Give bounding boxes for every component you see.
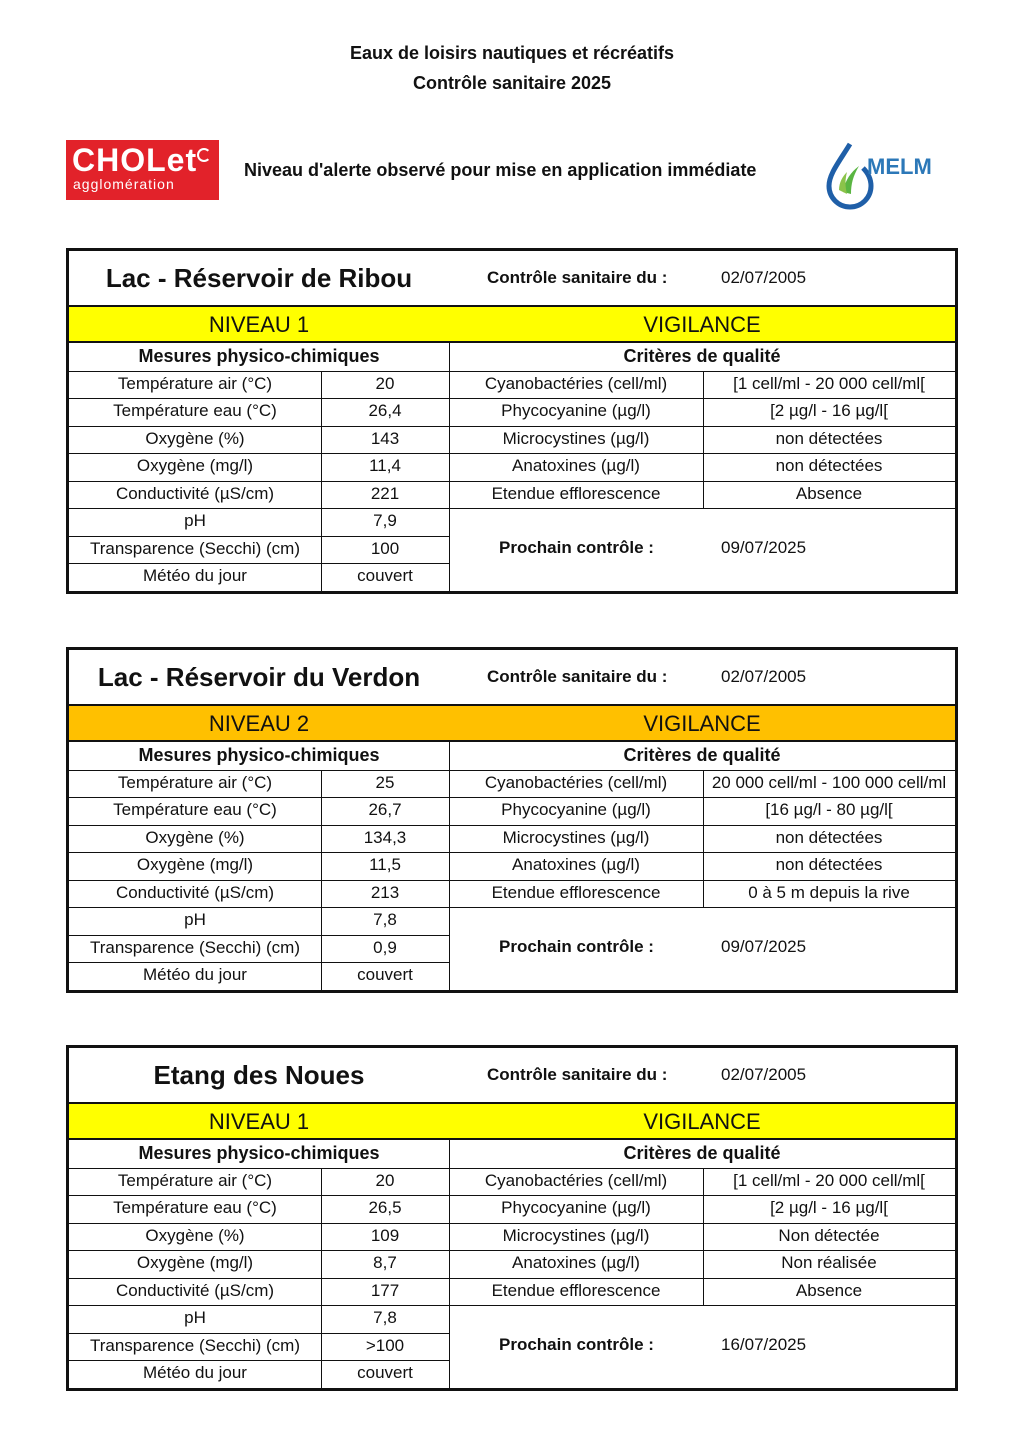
grid-line [449,481,955,482]
criterion-value: [2 µg/l - 16 µg/l[ [770,401,888,420]
grid-line [69,536,449,537]
criterion-value: Non réalisée [781,1253,877,1272]
measure-label: Oxygène (mg/l) [136,456,254,475]
alert-level-bar [69,307,955,343]
quality-criteria-header: Critères de qualité [623,346,781,366]
measure-label: Transparence (Secchi) (cm) [89,1335,301,1355]
measure-value: 20 [375,1170,395,1190]
lake-title-row [69,1048,955,1104]
measure-value: couvert [357,965,413,984]
measure-value: 26,5 [368,1198,402,1217]
grid-line [449,797,955,798]
alert-level: NIVEAU 2 [208,711,310,736]
measure-label: Température air (°C) [117,373,273,393]
criterion-label: Etendue efflorescence [491,483,661,503]
grid-line [69,481,449,482]
measure-value: >100 [365,1335,405,1355]
grid-line [69,1360,449,1361]
measure-value: 100 [370,538,400,558]
grid-line [703,371,704,509]
measure-value: 8,7 [373,1253,397,1272]
next-control-label: Prochain contrôle : [499,1335,654,1354]
melm-logo-text: MELM [867,154,932,179]
measure-label: Oxygène (mg/l) [136,1253,254,1272]
measure-value: 20 [375,373,395,393]
measure-label: Oxygène (%) [145,428,245,448]
alert-level-bar [69,706,955,742]
next-control-date: 09/07/2025 [721,538,807,557]
grid-line [449,426,955,427]
grid-line [449,508,955,509]
measure-value: 7,8 [373,910,397,929]
measure-value: 26,4 [368,401,402,420]
grid-line [69,426,449,427]
measure-value: 11,4 [369,456,401,475]
lake-name: Lac - Réservoir du Verdon [97,662,421,692]
grid-line [69,852,449,853]
grid-line [449,1278,955,1279]
swirl-icon [197,148,211,162]
grid-line [321,1168,322,1388]
measure-label: Température eau (°C) [113,401,277,420]
criterion-value: non détectées [775,456,883,475]
criterion-value: Non détectée [778,1225,880,1245]
lake-block [66,647,958,993]
criterion-label: Phycocyanine (µg/l) [501,800,651,819]
measure-label: Oxygène (%) [145,1225,245,1245]
document-header [0,38,1024,98]
measure-label: Conductivité (µS/cm) [115,483,275,503]
control-date: 02/07/2005 [721,1065,807,1084]
control-date: 02/07/2005 [721,667,807,686]
criterion-label: Phycocyanine (µg/l) [501,401,651,420]
measure-label: Météo du jour [143,566,247,585]
measure-value: 7,9 [373,511,397,530]
header-title: Eaux de loisirs nautiques et récréatifs [349,43,675,63]
grid-line [69,935,449,936]
alert-level: NIVEAU 1 [208,1109,310,1134]
measure-value: 134,3 [363,827,407,847]
alert-level: NIVEAU 1 [208,312,310,337]
measure-value: 25 [375,772,395,792]
grid-line [69,1250,449,1251]
grid-line [69,1333,449,1334]
grid-line [449,1250,955,1251]
grid-line [449,742,450,990]
measure-label: Météo du jour [143,1363,247,1382]
alert-status: VIGILANCE [643,711,761,736]
grid-line [449,1223,955,1224]
criterion-label: Cyanobactéries (cell/ml) [484,1170,668,1190]
grid-line [703,1168,704,1306]
grid-line [69,453,449,454]
grid-line [69,907,449,908]
cholet-logo-subtext: agglomération [73,176,175,192]
criterion-label: Etendue efflorescence [491,1280,661,1300]
measure-label: Transparence (Secchi) (cm) [89,538,301,558]
quality-criteria-header: Critères de qualité [623,745,781,765]
criterion-value: Absence [795,1280,863,1300]
grid-line [449,1195,955,1196]
measure-value: 26,7 [368,800,402,819]
criterion-value: non détectées [775,428,883,448]
criterion-value: Absence [795,483,863,503]
measure-label: Température eau (°C) [113,1198,277,1217]
next-control-label: Prochain contrôle : [499,937,654,956]
criterion-label: Microcystines (µg/l) [502,428,650,448]
lake-title-row [69,251,955,307]
grid-line [321,770,322,990]
measure-label: pH [184,910,206,929]
control-date-label: Contrôle sanitaire du : [487,667,668,686]
control-date-label: Contrôle sanitaire du : [487,1065,668,1084]
grid-line [69,1168,449,1169]
alert-level-caption: Niveau d'alerte observé pour mise en application immédiate [244,160,757,180]
grid-line [449,1140,450,1388]
measure-label: Température eau (°C) [113,800,277,819]
criterion-value: non détectées [775,827,883,847]
control-date-label: Contrôle sanitaire du : [487,268,668,287]
grid-line [703,770,704,908]
measure-label: Oxygène (%) [145,827,245,847]
criterion-label: Anatoxines (µg/l) [512,456,640,475]
grid-line [69,1223,449,1224]
grid-line [449,1305,955,1306]
measure-value: 143 [370,428,400,448]
grid-line [69,508,449,509]
criterion-label: Anatoxines (µg/l) [512,1253,640,1272]
measure-value: 0,9 [373,937,397,957]
grid-line [69,398,449,399]
next-control-date: 09/07/2025 [721,937,807,956]
criterion-value: non détectées [775,855,883,874]
grid-line [69,797,449,798]
grid-line [69,1195,449,1196]
measure-label: Conductivité (µS/cm) [115,882,275,902]
grid-line [449,343,450,591]
grid-line [69,563,449,564]
lake-name: Etang des Noues [153,1060,365,1090]
cholet-logo-text: CHOLet [72,142,198,178]
grid-line [449,770,955,771]
measure-value: 177 [370,1280,400,1300]
measure-value: 11,5 [369,855,401,874]
grid-line [449,880,955,881]
grid-line [449,453,955,454]
criterion-label: Microcystines (µg/l) [502,1225,650,1245]
criterion-label: Anatoxines (µg/l) [512,855,640,874]
grid-line [449,907,955,908]
next-control-date: 16/07/2025 [721,1335,807,1354]
lake-block [66,248,958,594]
criterion-label: Cyanobactéries (cell/ml) [484,373,668,393]
measure-label: Météo du jour [143,965,247,984]
grid-line [69,371,449,372]
physico-chemical-header: Mesures physico-chimiques [138,346,380,366]
measure-label: pH [184,511,206,530]
alert-status: VIGILANCE [643,312,761,337]
grid-line [449,398,955,399]
criterion-value: [2 µg/l - 16 µg/l[ [770,1198,888,1217]
criterion-value: [1 cell/ml - 20 000 cell/ml[ [733,1170,925,1190]
melm-logo [825,140,935,210]
grid-line [449,852,955,853]
cholet-logo [66,140,219,200]
measure-value: 221 [370,483,400,503]
measure-value: 109 [370,1225,400,1245]
grid-line [69,770,449,771]
grid-line [69,825,449,826]
lake-title-row [69,650,955,706]
criterion-value: [16 µg/l - 80 µg/l[ [765,800,893,819]
grid-line [69,1305,449,1306]
measure-label: Température air (°C) [117,1170,273,1190]
grid-line [69,1278,449,1279]
criterion-label: Phycocyanine (µg/l) [501,1198,651,1217]
alert-status: VIGILANCE [643,1109,761,1134]
quality-criteria-header: Critères de qualité [623,1143,781,1163]
grid-line [449,825,955,826]
physico-chemical-header: Mesures physico-chimiques [138,745,380,765]
measure-label: Température air (°C) [117,772,273,792]
physico-chemical-header: Mesures physico-chimiques [138,1143,380,1163]
measure-value: couvert [357,1363,413,1382]
measure-value: couvert [357,566,413,585]
grid-line [69,962,449,963]
measure-label: Conductivité (µS/cm) [115,1280,275,1300]
measure-label: pH [184,1308,206,1327]
criterion-value: 20 000 cell/ml - 100 000 cell/ml [711,772,947,792]
measure-value: 213 [370,882,400,902]
next-control-label: Prochain contrôle : [499,538,654,557]
measure-label: Transparence (Secchi) (cm) [89,937,301,957]
criterion-label: Microcystines (µg/l) [502,827,650,847]
control-date: 02/07/2005 [721,268,807,287]
criterion-value: 0 à 5 m depuis la rive [748,882,910,902]
grid-line [69,880,449,881]
grid-line [449,1168,955,1169]
criterion-label: Etendue efflorescence [491,882,661,902]
lake-block [66,1045,958,1391]
measure-label: Oxygène (mg/l) [136,855,254,874]
header-subtitle: Contrôle sanitaire 2025 [412,73,612,93]
measure-value: 7,8 [373,1308,397,1327]
alert-level-bar [69,1104,955,1140]
criterion-label: Cyanobactéries (cell/ml) [484,772,668,792]
grid-line [449,371,955,372]
lake-name: Lac - Réservoir de Ribou [105,263,413,293]
grid-line [321,371,322,591]
criterion-value: [1 cell/ml - 20 000 cell/ml[ [733,373,925,393]
